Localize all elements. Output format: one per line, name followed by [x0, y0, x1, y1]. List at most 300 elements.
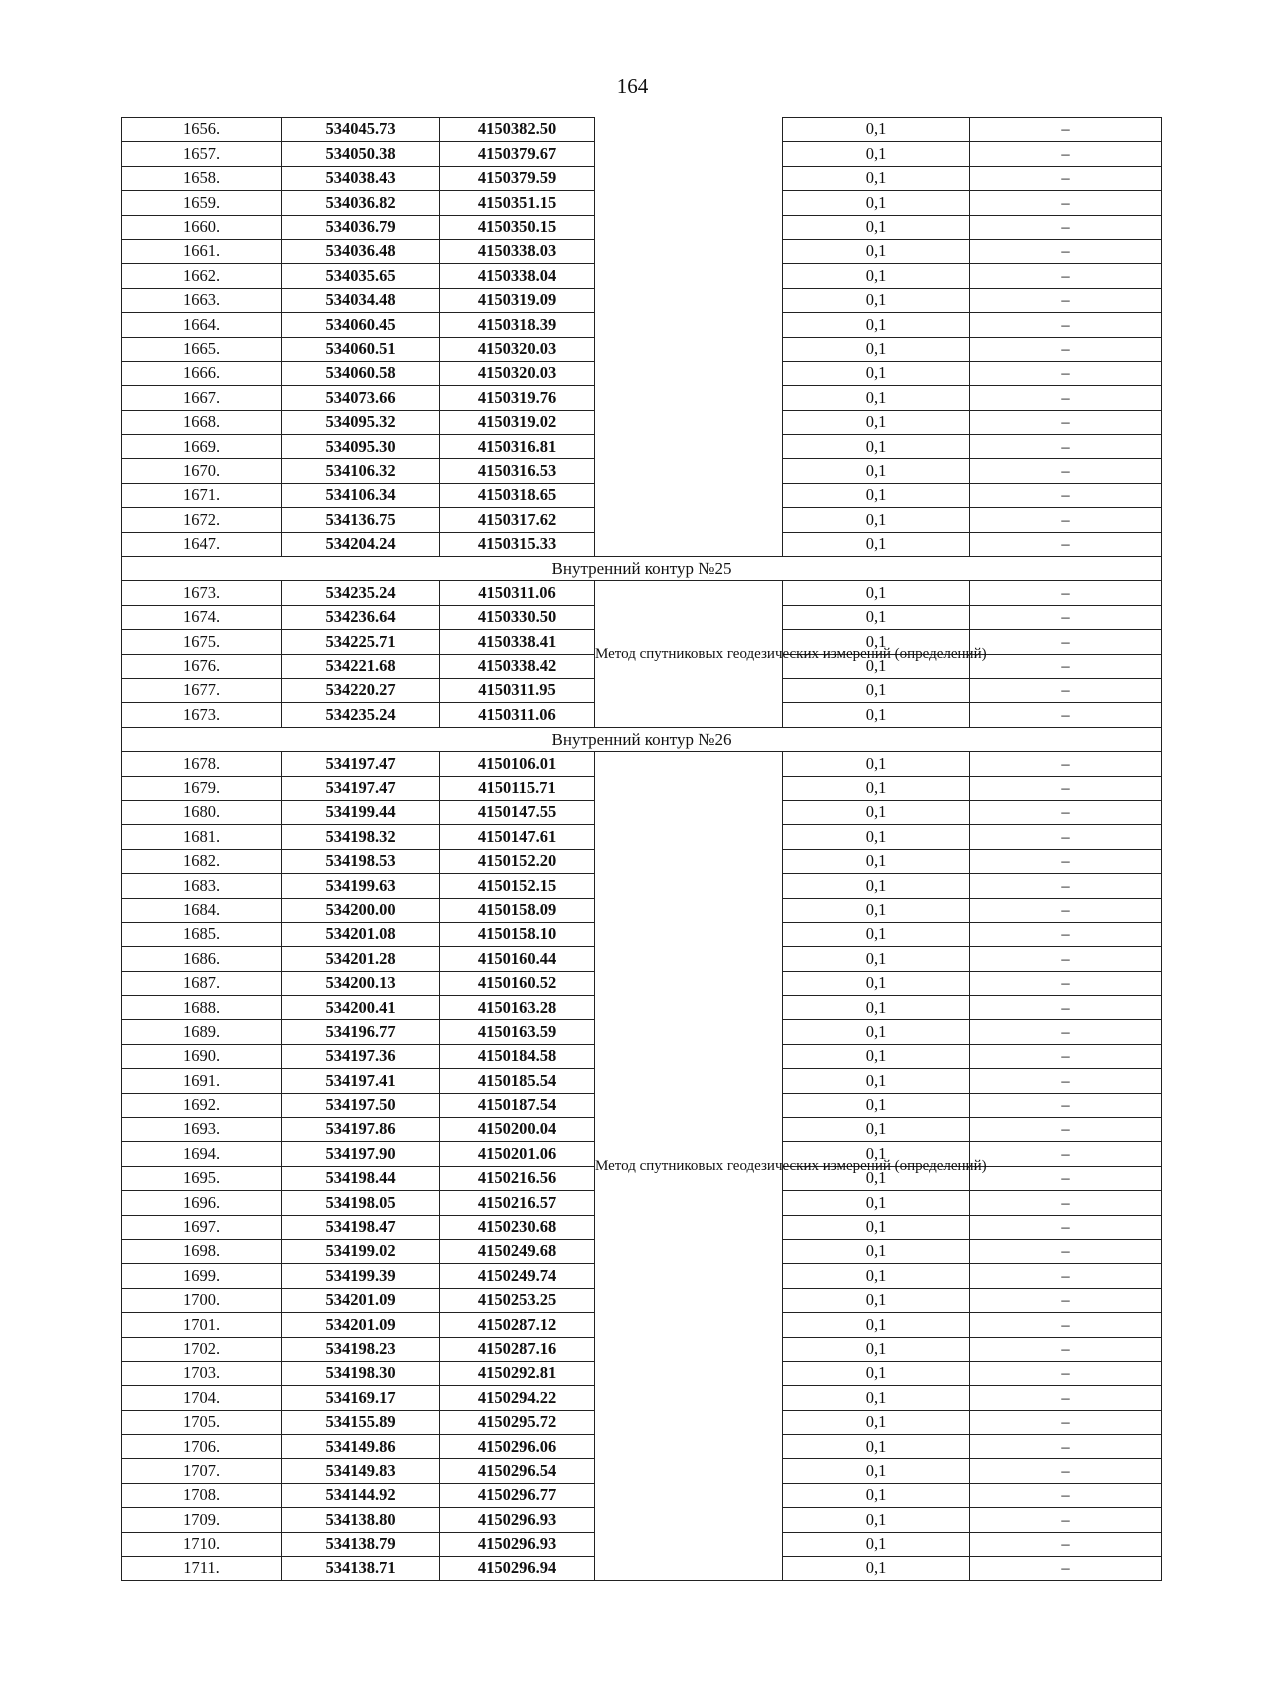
- point-number: 1656.: [122, 118, 282, 142]
- x-coordinate: 534199.02: [282, 1239, 440, 1263]
- x-coordinate: 534200.00: [282, 898, 440, 922]
- accuracy-value: 0,1: [783, 508, 970, 532]
- y-coordinate: 4150152.20: [440, 849, 595, 873]
- dash-value: –: [970, 1337, 1162, 1361]
- method-cell: Метод спутниковых геодезических измерений (определений): [595, 752, 783, 1581]
- dash-value: –: [970, 361, 1162, 385]
- point-number: 1668.: [122, 410, 282, 434]
- y-coordinate: 4150147.61: [440, 825, 595, 849]
- point-number: 1700.: [122, 1288, 282, 1312]
- accuracy-value: 0,1: [783, 1191, 970, 1215]
- dash-value: –: [970, 191, 1162, 215]
- dash-value: –: [970, 166, 1162, 190]
- y-coordinate: 4150338.03: [440, 239, 595, 263]
- accuracy-value: 0,1: [783, 118, 970, 142]
- accuracy-value: 0,1: [783, 1483, 970, 1507]
- y-coordinate: 4150287.16: [440, 1337, 595, 1361]
- x-coordinate: 534106.34: [282, 483, 440, 507]
- point-number: 1694.: [122, 1142, 282, 1166]
- x-coordinate: 534197.86: [282, 1118, 440, 1142]
- dash-value: –: [970, 1361, 1162, 1385]
- accuracy-value: 0,1: [783, 922, 970, 946]
- accuracy-value: 0,1: [783, 410, 970, 434]
- x-coordinate: 534138.80: [282, 1508, 440, 1532]
- accuracy-value: 0,1: [783, 1215, 970, 1239]
- dash-value: –: [970, 849, 1162, 873]
- point-number: 1665.: [122, 337, 282, 361]
- y-coordinate: 4150184.58: [440, 1044, 595, 1068]
- point-number: 1670.: [122, 459, 282, 483]
- x-coordinate: 534035.65: [282, 264, 440, 288]
- point-number: 1699.: [122, 1264, 282, 1288]
- y-coordinate: 4150201.06: [440, 1142, 595, 1166]
- table-body: [122, 118, 1162, 1581]
- y-coordinate: 4150253.25: [440, 1288, 595, 1312]
- x-coordinate: 534144.92: [282, 1483, 440, 1507]
- x-coordinate: 534198.53: [282, 849, 440, 873]
- x-coordinate: 534136.75: [282, 508, 440, 532]
- dash-value: –: [970, 1313, 1162, 1337]
- dash-value: –: [970, 435, 1162, 459]
- accuracy-value: 0,1: [783, 239, 970, 263]
- point-number: 1711.: [122, 1557, 282, 1581]
- x-coordinate: 534198.32: [282, 825, 440, 849]
- x-coordinate: 534196.77: [282, 1020, 440, 1044]
- dash-value: –: [970, 1166, 1162, 1190]
- y-coordinate: 4150379.59: [440, 166, 595, 190]
- point-number: 1689.: [122, 1020, 282, 1044]
- point-number: 1687.: [122, 971, 282, 995]
- y-coordinate: 4150249.74: [440, 1264, 595, 1288]
- accuracy-value: 0,1: [783, 386, 970, 410]
- y-coordinate: 4150338.41: [440, 630, 595, 654]
- y-coordinate: 4150318.39: [440, 313, 595, 337]
- x-coordinate: 534038.43: [282, 166, 440, 190]
- dash-value: –: [970, 752, 1162, 776]
- x-coordinate: 534036.79: [282, 215, 440, 239]
- accuracy-value: 0,1: [783, 1459, 970, 1483]
- page-number: 164: [616, 74, 649, 98]
- point-number: 1673.: [122, 703, 282, 727]
- accuracy-value: 0,1: [783, 1508, 970, 1532]
- point-number: 1685.: [122, 922, 282, 946]
- x-coordinate: 534198.44: [282, 1166, 440, 1190]
- dash-value: –: [970, 874, 1162, 898]
- accuracy-value: 0,1: [783, 752, 970, 776]
- x-coordinate: 534036.82: [282, 191, 440, 215]
- section-header: Внутренний контур №26: [122, 727, 1162, 751]
- dash-value: –: [970, 1093, 1162, 1117]
- accuracy-value: 0,1: [783, 1118, 970, 1142]
- dash-value: –: [970, 630, 1162, 654]
- y-coordinate: 4150294.22: [440, 1386, 595, 1410]
- accuracy-value: 0,1: [783, 288, 970, 312]
- point-number: 1666.: [122, 361, 282, 385]
- y-coordinate: 4150115.71: [440, 776, 595, 800]
- accuracy-value: 0,1: [783, 1337, 970, 1361]
- y-coordinate: 4150316.53: [440, 459, 595, 483]
- x-coordinate: 534221.68: [282, 654, 440, 678]
- point-number: 1697.: [122, 1215, 282, 1239]
- dash-value: –: [970, 825, 1162, 849]
- y-coordinate: 4150315.33: [440, 532, 595, 556]
- x-coordinate: 534050.38: [282, 142, 440, 166]
- accuracy-value: 0,1: [783, 898, 970, 922]
- dash-value: –: [970, 581, 1162, 605]
- y-coordinate: 4150185.54: [440, 1069, 595, 1093]
- dash-value: –: [970, 1288, 1162, 1312]
- y-coordinate: 4150296.93: [440, 1532, 595, 1556]
- accuracy-value: 0,1: [783, 630, 970, 654]
- accuracy-value: 0,1: [783, 1142, 970, 1166]
- dash-value: –: [970, 922, 1162, 946]
- y-coordinate: 4150316.81: [440, 435, 595, 459]
- x-coordinate: 534200.13: [282, 971, 440, 995]
- dash-value: –: [970, 1044, 1162, 1068]
- table-row: [122, 581, 1162, 605]
- coordinates-table: [121, 117, 1162, 1581]
- accuracy-value: 0,1: [783, 1361, 970, 1385]
- accuracy-value: 0,1: [783, 532, 970, 556]
- x-coordinate: 534149.86: [282, 1435, 440, 1459]
- y-coordinate: 4150216.56: [440, 1166, 595, 1190]
- y-coordinate: 4150319.76: [440, 386, 595, 410]
- x-coordinate: 534235.24: [282, 703, 440, 727]
- point-number: 1692.: [122, 1093, 282, 1117]
- accuracy-value: 0,1: [783, 264, 970, 288]
- accuracy-value: 0,1: [783, 215, 970, 239]
- point-number: 1702.: [122, 1337, 282, 1361]
- point-number: 1677.: [122, 678, 282, 702]
- point-number: 1681.: [122, 825, 282, 849]
- y-coordinate: 4150296.06: [440, 1435, 595, 1459]
- point-number: 1682.: [122, 849, 282, 873]
- table-row: [122, 118, 1162, 142]
- dash-value: –: [970, 1264, 1162, 1288]
- point-number: 1679.: [122, 776, 282, 800]
- y-coordinate: 4150158.10: [440, 922, 595, 946]
- y-coordinate: 4150200.04: [440, 1118, 595, 1142]
- x-coordinate: 534034.48: [282, 288, 440, 312]
- point-number: 1676.: [122, 654, 282, 678]
- accuracy-value: 0,1: [783, 191, 970, 215]
- x-coordinate: 534138.71: [282, 1557, 440, 1581]
- dash-value: –: [970, 1215, 1162, 1239]
- y-coordinate: 4150382.50: [440, 118, 595, 142]
- section-header: Внутренний контур №25: [122, 557, 1162, 581]
- dash-value: –: [970, 703, 1162, 727]
- y-coordinate: 4150187.54: [440, 1093, 595, 1117]
- x-coordinate: 534200.41: [282, 996, 440, 1020]
- x-coordinate: 534060.58: [282, 361, 440, 385]
- accuracy-value: 0,1: [783, 947, 970, 971]
- y-coordinate: 4150338.04: [440, 264, 595, 288]
- point-number: 1661.: [122, 239, 282, 263]
- dash-value: –: [970, 1142, 1162, 1166]
- accuracy-value: 0,1: [783, 1264, 970, 1288]
- x-coordinate: 534198.30: [282, 1361, 440, 1385]
- accuracy-value: 0,1: [783, 1532, 970, 1556]
- dash-value: –: [970, 264, 1162, 288]
- y-coordinate: 4150147.55: [440, 800, 595, 824]
- y-coordinate: 4150249.68: [440, 1239, 595, 1263]
- accuracy-value: 0,1: [783, 1166, 970, 1190]
- dash-value: –: [970, 239, 1162, 263]
- x-coordinate: 534197.41: [282, 1069, 440, 1093]
- point-number: 1660.: [122, 215, 282, 239]
- x-coordinate: 534199.63: [282, 874, 440, 898]
- point-number: 1659.: [122, 191, 282, 215]
- y-coordinate: 4150330.50: [440, 605, 595, 629]
- accuracy-value: 0,1: [783, 703, 970, 727]
- x-coordinate: 534095.30: [282, 435, 440, 459]
- y-coordinate: 4150287.12: [440, 1313, 595, 1337]
- dash-value: –: [970, 1069, 1162, 1093]
- x-coordinate: 534198.05: [282, 1191, 440, 1215]
- dash-value: –: [970, 1118, 1162, 1142]
- dash-value: –: [970, 971, 1162, 995]
- point-number: 1669.: [122, 435, 282, 459]
- method-cell: Метод спутниковых геодезических измерений (определений): [595, 581, 783, 727]
- accuracy-value: 0,1: [783, 166, 970, 190]
- y-coordinate: 4150296.94: [440, 1557, 595, 1581]
- dash-value: –: [970, 532, 1162, 556]
- dash-value: –: [970, 996, 1162, 1020]
- x-coordinate: 534198.47: [282, 1215, 440, 1239]
- x-coordinate: 534199.39: [282, 1264, 440, 1288]
- accuracy-value: 0,1: [783, 581, 970, 605]
- point-number: 1683.: [122, 874, 282, 898]
- accuracy-value: 0,1: [783, 996, 970, 1020]
- x-coordinate: 534197.47: [282, 752, 440, 776]
- section-header-row: [122, 557, 1162, 581]
- accuracy-value: 0,1: [783, 1435, 970, 1459]
- x-coordinate: 534197.50: [282, 1093, 440, 1117]
- dash-value: –: [970, 898, 1162, 922]
- point-number: 1678.: [122, 752, 282, 776]
- y-coordinate: 4150379.67: [440, 142, 595, 166]
- y-coordinate: 4150163.28: [440, 996, 595, 1020]
- accuracy-value: 0,1: [783, 874, 970, 898]
- dash-value: –: [970, 508, 1162, 532]
- x-coordinate: 534036.48: [282, 239, 440, 263]
- x-coordinate: 534201.28: [282, 947, 440, 971]
- point-number: 1701.: [122, 1313, 282, 1337]
- point-number: 1672.: [122, 508, 282, 532]
- y-coordinate: 4150319.02: [440, 410, 595, 434]
- x-coordinate: 534236.64: [282, 605, 440, 629]
- point-number: 1707.: [122, 1459, 282, 1483]
- dash-value: –: [970, 776, 1162, 800]
- dash-value: –: [970, 313, 1162, 337]
- point-number: 1680.: [122, 800, 282, 824]
- point-number: 1696.: [122, 1191, 282, 1215]
- dash-value: –: [970, 605, 1162, 629]
- y-coordinate: 4150230.68: [440, 1215, 595, 1239]
- accuracy-value: 0,1: [783, 435, 970, 459]
- table-row: [122, 752, 1162, 776]
- x-coordinate: 534073.66: [282, 386, 440, 410]
- y-coordinate: 4150292.81: [440, 1361, 595, 1385]
- point-number: 1675.: [122, 630, 282, 654]
- x-coordinate: 534045.73: [282, 118, 440, 142]
- dash-value: –: [970, 1532, 1162, 1556]
- y-coordinate: 4150106.01: [440, 752, 595, 776]
- dash-value: –: [970, 1435, 1162, 1459]
- dash-value: –: [970, 386, 1162, 410]
- accuracy-value: 0,1: [783, 1239, 970, 1263]
- x-coordinate: 534155.89: [282, 1410, 440, 1434]
- accuracy-value: 0,1: [783, 678, 970, 702]
- x-coordinate: 534199.44: [282, 800, 440, 824]
- accuracy-value: 0,1: [783, 1557, 970, 1581]
- accuracy-value: 0,1: [783, 1288, 970, 1312]
- point-number: 1703.: [122, 1361, 282, 1385]
- x-coordinate: 534149.83: [282, 1459, 440, 1483]
- y-coordinate: 4150320.03: [440, 337, 595, 361]
- x-coordinate: 534169.17: [282, 1386, 440, 1410]
- y-coordinate: 4150320.03: [440, 361, 595, 385]
- point-number: 1657.: [122, 142, 282, 166]
- x-coordinate: 534225.71: [282, 630, 440, 654]
- point-number: 1705.: [122, 1410, 282, 1434]
- y-coordinate: 4150319.09: [440, 288, 595, 312]
- accuracy-value: 0,1: [783, 337, 970, 361]
- x-coordinate: 534060.51: [282, 337, 440, 361]
- dash-value: –: [970, 1483, 1162, 1507]
- dash-value: –: [970, 654, 1162, 678]
- y-coordinate: 4150296.77: [440, 1483, 595, 1507]
- dash-value: –: [970, 483, 1162, 507]
- dash-value: –: [970, 118, 1162, 142]
- accuracy-value: 0,1: [783, 1069, 970, 1093]
- accuracy-value: 0,1: [783, 1093, 970, 1117]
- dash-value: –: [970, 410, 1162, 434]
- point-number: 1671.: [122, 483, 282, 507]
- accuracy-value: 0,1: [783, 605, 970, 629]
- y-coordinate: 4150160.52: [440, 971, 595, 995]
- point-number: 1695.: [122, 1166, 282, 1190]
- dash-value: –: [970, 215, 1162, 239]
- dash-value: –: [970, 1020, 1162, 1044]
- point-number: 1691.: [122, 1069, 282, 1093]
- accuracy-value: 0,1: [783, 361, 970, 385]
- accuracy-value: 0,1: [783, 1313, 970, 1337]
- method-cell-empty: [595, 118, 783, 557]
- point-number: 1674.: [122, 605, 282, 629]
- dash-value: –: [970, 288, 1162, 312]
- x-coordinate: 534060.45: [282, 313, 440, 337]
- y-coordinate: 4150318.65: [440, 483, 595, 507]
- dash-value: –: [970, 142, 1162, 166]
- point-number: 1706.: [122, 1435, 282, 1459]
- x-coordinate: 534197.36: [282, 1044, 440, 1068]
- y-coordinate: 4150163.59: [440, 1020, 595, 1044]
- y-coordinate: 4150311.06: [440, 581, 595, 605]
- x-coordinate: 534095.32: [282, 410, 440, 434]
- accuracy-value: 0,1: [783, 1410, 970, 1434]
- y-coordinate: 4150216.57: [440, 1191, 595, 1215]
- y-coordinate: 4150296.54: [440, 1459, 595, 1483]
- dash-value: –: [970, 459, 1162, 483]
- dash-value: –: [970, 947, 1162, 971]
- accuracy-value: 0,1: [783, 1044, 970, 1068]
- accuracy-value: 0,1: [783, 971, 970, 995]
- point-number: 1693.: [122, 1118, 282, 1142]
- x-coordinate: 534201.08: [282, 922, 440, 946]
- point-number: 1690.: [122, 1044, 282, 1068]
- dash-value: –: [970, 1386, 1162, 1410]
- point-number: 1663.: [122, 288, 282, 312]
- x-coordinate: 534198.23: [282, 1337, 440, 1361]
- accuracy-value: 0,1: [783, 459, 970, 483]
- dash-value: –: [970, 1191, 1162, 1215]
- accuracy-value: 0,1: [783, 849, 970, 873]
- accuracy-value: 0,1: [783, 776, 970, 800]
- point-number: 1662.: [122, 264, 282, 288]
- dash-value: –: [970, 800, 1162, 824]
- point-number: 1708.: [122, 1483, 282, 1507]
- dash-value: –: [970, 678, 1162, 702]
- x-coordinate: 534197.47: [282, 776, 440, 800]
- section-header-row: [122, 727, 1162, 751]
- x-coordinate: 534220.27: [282, 678, 440, 702]
- dash-value: –: [970, 1508, 1162, 1532]
- point-number: 1667.: [122, 386, 282, 410]
- point-number: 1658.: [122, 166, 282, 190]
- point-number: 1647.: [122, 532, 282, 556]
- y-coordinate: 4150311.06: [440, 703, 595, 727]
- x-coordinate: 534201.09: [282, 1288, 440, 1312]
- accuracy-value: 0,1: [783, 800, 970, 824]
- point-number: 1710.: [122, 1532, 282, 1556]
- y-coordinate: 4150158.09: [440, 898, 595, 922]
- x-coordinate: 534197.90: [282, 1142, 440, 1166]
- accuracy-value: 0,1: [783, 825, 970, 849]
- accuracy-value: 0,1: [783, 1020, 970, 1044]
- y-coordinate: 4150152.15: [440, 874, 595, 898]
- accuracy-value: 0,1: [783, 313, 970, 337]
- x-coordinate: 534138.79: [282, 1532, 440, 1556]
- y-coordinate: 4150160.44: [440, 947, 595, 971]
- y-coordinate: 4150311.95: [440, 678, 595, 702]
- y-coordinate: 4150338.42: [440, 654, 595, 678]
- dash-value: –: [970, 1459, 1162, 1483]
- dash-value: –: [970, 1557, 1162, 1581]
- dash-value: –: [970, 337, 1162, 361]
- accuracy-value: 0,1: [783, 142, 970, 166]
- y-coordinate: 4150317.62: [440, 508, 595, 532]
- point-number: 1684.: [122, 898, 282, 922]
- point-number: 1686.: [122, 947, 282, 971]
- point-number: 1673.: [122, 581, 282, 605]
- dash-value: –: [970, 1410, 1162, 1434]
- x-coordinate: 534201.09: [282, 1313, 440, 1337]
- accuracy-value: 0,1: [783, 483, 970, 507]
- point-number: 1664.: [122, 313, 282, 337]
- y-coordinate: 4150350.15: [440, 215, 595, 239]
- y-coordinate: 4150296.93: [440, 1508, 595, 1532]
- x-coordinate: 534204.24: [282, 532, 440, 556]
- dash-value: –: [970, 1239, 1162, 1263]
- y-coordinate: 4150351.15: [440, 191, 595, 215]
- point-number: 1698.: [122, 1239, 282, 1263]
- point-number: 1704.: [122, 1386, 282, 1410]
- accuracy-value: 0,1: [783, 654, 970, 678]
- x-coordinate: 534235.24: [282, 581, 440, 605]
- x-coordinate: 534106.32: [282, 459, 440, 483]
- accuracy-value: 0,1: [783, 1386, 970, 1410]
